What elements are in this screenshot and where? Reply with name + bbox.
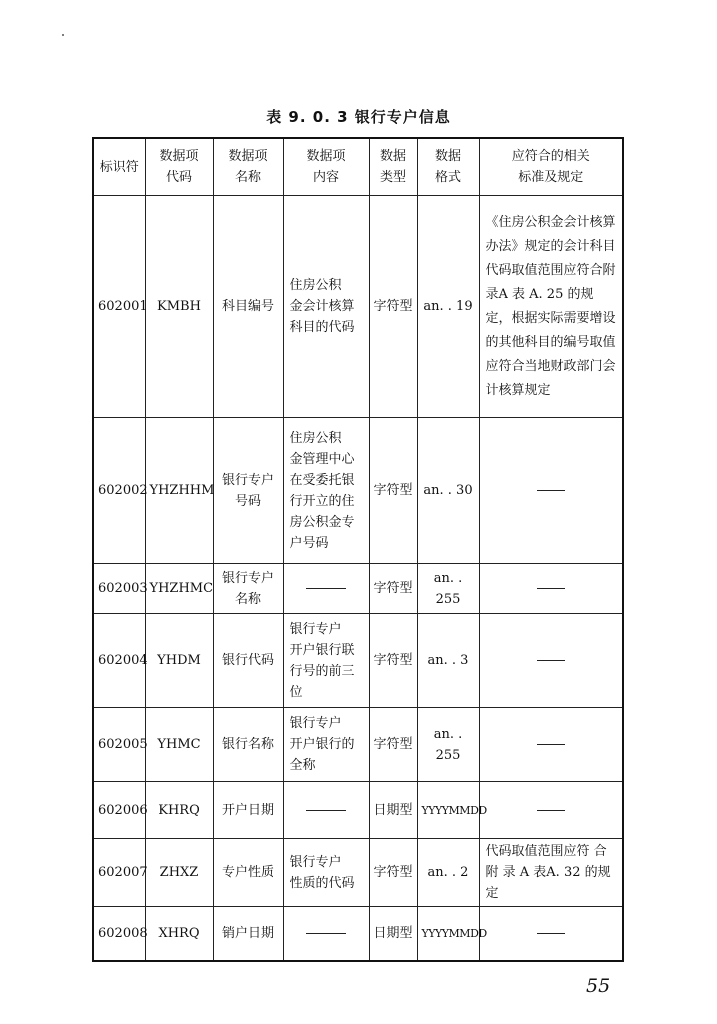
- cell-code: KMBH: [145, 196, 213, 418]
- cell-name: 专户性质: [213, 839, 283, 907]
- cell-type: 日期型: [369, 907, 417, 961]
- cell-standard: [479, 564, 623, 614]
- cell-type: 字符型: [369, 839, 417, 907]
- cell-name: 银行代码: [213, 614, 283, 708]
- cell-name: 开户日期: [213, 782, 283, 839]
- table-row: [93, 839, 623, 907]
- cell-standard: [479, 907, 623, 961]
- cell-code: YHMC: [145, 708, 213, 782]
- table-row: [93, 907, 623, 961]
- dash-mark: [537, 810, 565, 811]
- cell-standard: 代码取值范围应符 合 附 录 A 表A. 32 的规定: [479, 839, 623, 907]
- dash-mark: [537, 588, 565, 589]
- cell-id: 602007: [93, 839, 145, 907]
- cell-id: 602003: [93, 564, 145, 614]
- cell-content: 银行专户 开户银行的 全称: [283, 708, 369, 782]
- cell-id: 602008: [93, 907, 145, 961]
- cell-format: an. . 19: [417, 196, 479, 418]
- table-row: [93, 708, 623, 782]
- cell-content: [283, 907, 369, 961]
- cell-id: 602002: [93, 418, 145, 564]
- cell-format: an. . 3: [417, 614, 479, 708]
- cell-standard: [479, 708, 623, 782]
- cell-type: 字符型: [369, 418, 417, 564]
- header-id: 标识符: [93, 138, 145, 196]
- cell-format: an. . 30: [417, 418, 479, 564]
- cell-content: 住房公积 金管理中心 在受委托银 行开立的住 房公积金专 户号码: [283, 418, 369, 564]
- cell-format: YYYYMMDD: [417, 782, 479, 839]
- dash-mark: [537, 660, 565, 661]
- cell-name: 银行专户 号码: [213, 418, 283, 564]
- cell-type: 字符型: [369, 196, 417, 418]
- cell-standard: 《住房公积金会计核算办法》规定的会计科目代码取值范围应符合附录A 表 A. 25 的规定，根据实际需要增设的其他科目的编号取值应符合当地财政部门会计核算规定: [479, 196, 623, 418]
- cell-format: YYYYMMDD: [417, 907, 479, 961]
- header-standard: 应符合的相关 标准及规定: [479, 138, 623, 196]
- dash-mark: [306, 810, 346, 811]
- dash-mark: [306, 588, 346, 589]
- cell-type: 字符型: [369, 564, 417, 614]
- header-type: 数据 类型: [369, 138, 417, 196]
- cell-code: KHRQ: [145, 782, 213, 839]
- cell-name: 银行名称: [213, 708, 283, 782]
- cell-id: 602005: [93, 708, 145, 782]
- table-row: [93, 782, 623, 839]
- scan-speck: [62, 34, 64, 36]
- dash-mark: [537, 490, 565, 491]
- header-name: 数据项 名称: [213, 138, 283, 196]
- cell-format: an. . 255: [417, 564, 479, 614]
- cell-name: 银行专户 名称: [213, 564, 283, 614]
- cell-content: [283, 564, 369, 614]
- dash-mark: [537, 933, 565, 934]
- cell-name: 科目编号: [213, 196, 283, 418]
- cell-id: 602006: [93, 782, 145, 839]
- cell-type: 字符型: [369, 708, 417, 782]
- cell-code: YHZHHM: [145, 418, 213, 564]
- cell-content: 银行专户 开户银行联 行号的前三 位: [283, 614, 369, 708]
- cell-code: XHRQ: [145, 907, 213, 961]
- header-code: 数据项 代码: [145, 138, 213, 196]
- header-content: 数据项 内容: [283, 138, 369, 196]
- cell-standard: [479, 614, 623, 708]
- table-title: 表 9. 0. 3 银行专户信息: [266, 108, 451, 126]
- header-format: 数据 格式: [417, 138, 479, 196]
- table-row: [93, 614, 623, 708]
- cell-content: 住房公积 金会计核算 科目的代码: [283, 196, 369, 418]
- cell-id: 602004: [93, 614, 145, 708]
- cell-content: 银行专户 性质的代码: [283, 839, 369, 907]
- cell-format: an. . 255: [417, 708, 479, 782]
- cell-format: an. . 2: [417, 839, 479, 907]
- cell-name: 销户日期: [213, 907, 283, 961]
- cell-standard: [479, 418, 623, 564]
- header-row: [93, 138, 623, 196]
- page-number: 55: [586, 975, 611, 997]
- table-row: [93, 564, 623, 614]
- cell-id: 602001: [93, 196, 145, 418]
- cell-code: ZHXZ: [145, 839, 213, 907]
- cell-code: YHDM: [145, 614, 213, 708]
- cell-standard: [479, 782, 623, 839]
- cell-type: 日期型: [369, 782, 417, 839]
- table-row: [93, 418, 623, 564]
- dash-mark: [537, 744, 565, 745]
- cell-type: 字符型: [369, 614, 417, 708]
- bank-account-info-table: [92, 137, 624, 962]
- table-row: [93, 196, 623, 418]
- cell-code: YHZHMC: [145, 564, 213, 614]
- cell-content: [283, 782, 369, 839]
- dash-mark: [306, 933, 346, 934]
